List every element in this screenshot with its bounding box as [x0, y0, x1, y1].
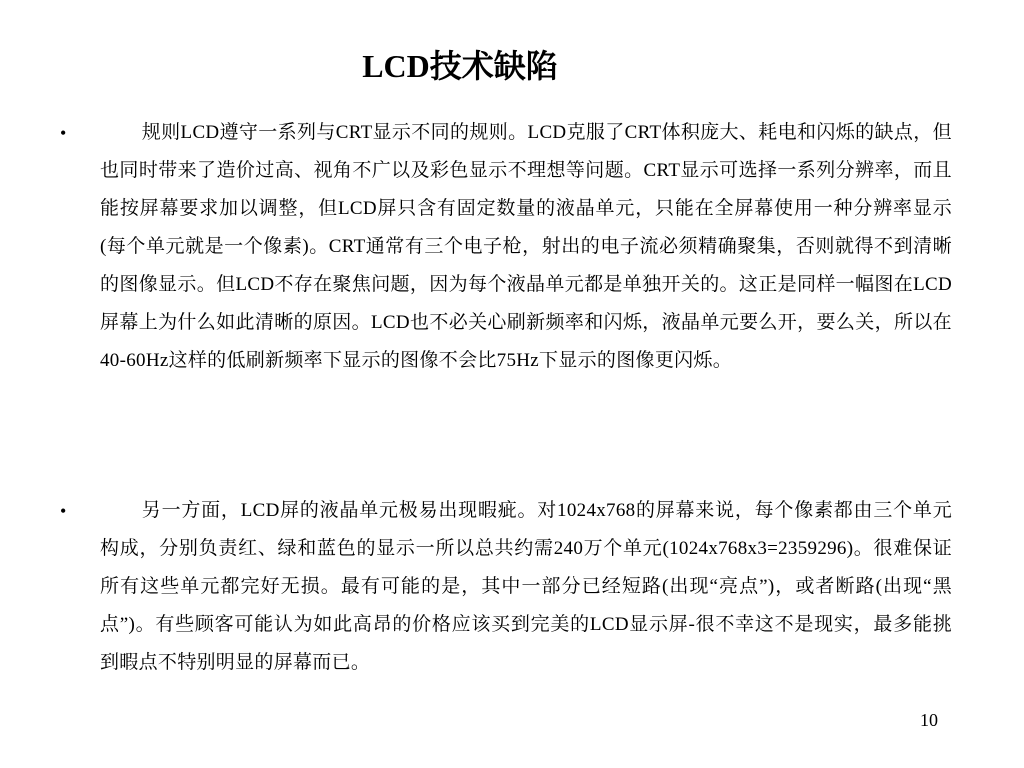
bullet-marker: • [60, 501, 67, 521]
bullet-text: 规则LCD遵守一系列与CRT显示不同的规则。LCD克服了CRT体积庞大、耗电和闪烁的缺点，但也同时带来了造价过高、视角不广以及彩色显示不理想等问题。CRT显示可选择一系列分辨率，而且能按屏幕要求加以调整，但LCD屏只含有固定数量的液晶单元，只能在全屏幕使用一种分辨率显示(每个单元就是一个像素)。CRT通常有三个电子枪，射出的电子流必须精确聚集，否则就得不到清晰的图像显示。但LCD不存在聚焦问题，因为每个液晶单元都是单独开关的。这正是同样一幅图在LCD屏幕上为什么如此清晰的原因。LCD也不必关心刷新频率和闪烁，液晶单元要么开，要么关，所以在40-60Hz这样的低刷新频率下显示的图像不会比75Hz下显示的图像更闪烁。 [100, 122, 952, 371]
bullet-item [60, 114, 960, 380]
slide-title: LCD技术缺陷 [362, 48, 558, 84]
bullet-item [60, 492, 960, 682]
page-number: 10 [920, 710, 938, 730]
bullet-text: 另一方面，LCD屏的液晶单元极易出现暇疵。对1024x768的屏幕来说，每个像素都由三个单元构成，分别负责红、绿和蓝色的显示一所以总共约需240万个单元(1024x768x3=2359296)。很难保证所有这些单元都完好无损。最有可能的是，其中一部分已经短路(出现“亮点”)，或者断路(出现“黑点”)。有些顾客可能认为如此高昂的价格应该买到完美的LCD显示屏-很不幸这不是现实，最多能挑到暇点不特别明显的屏幕而已。 [100, 500, 952, 673]
bullet-marker: • [60, 123, 67, 143]
